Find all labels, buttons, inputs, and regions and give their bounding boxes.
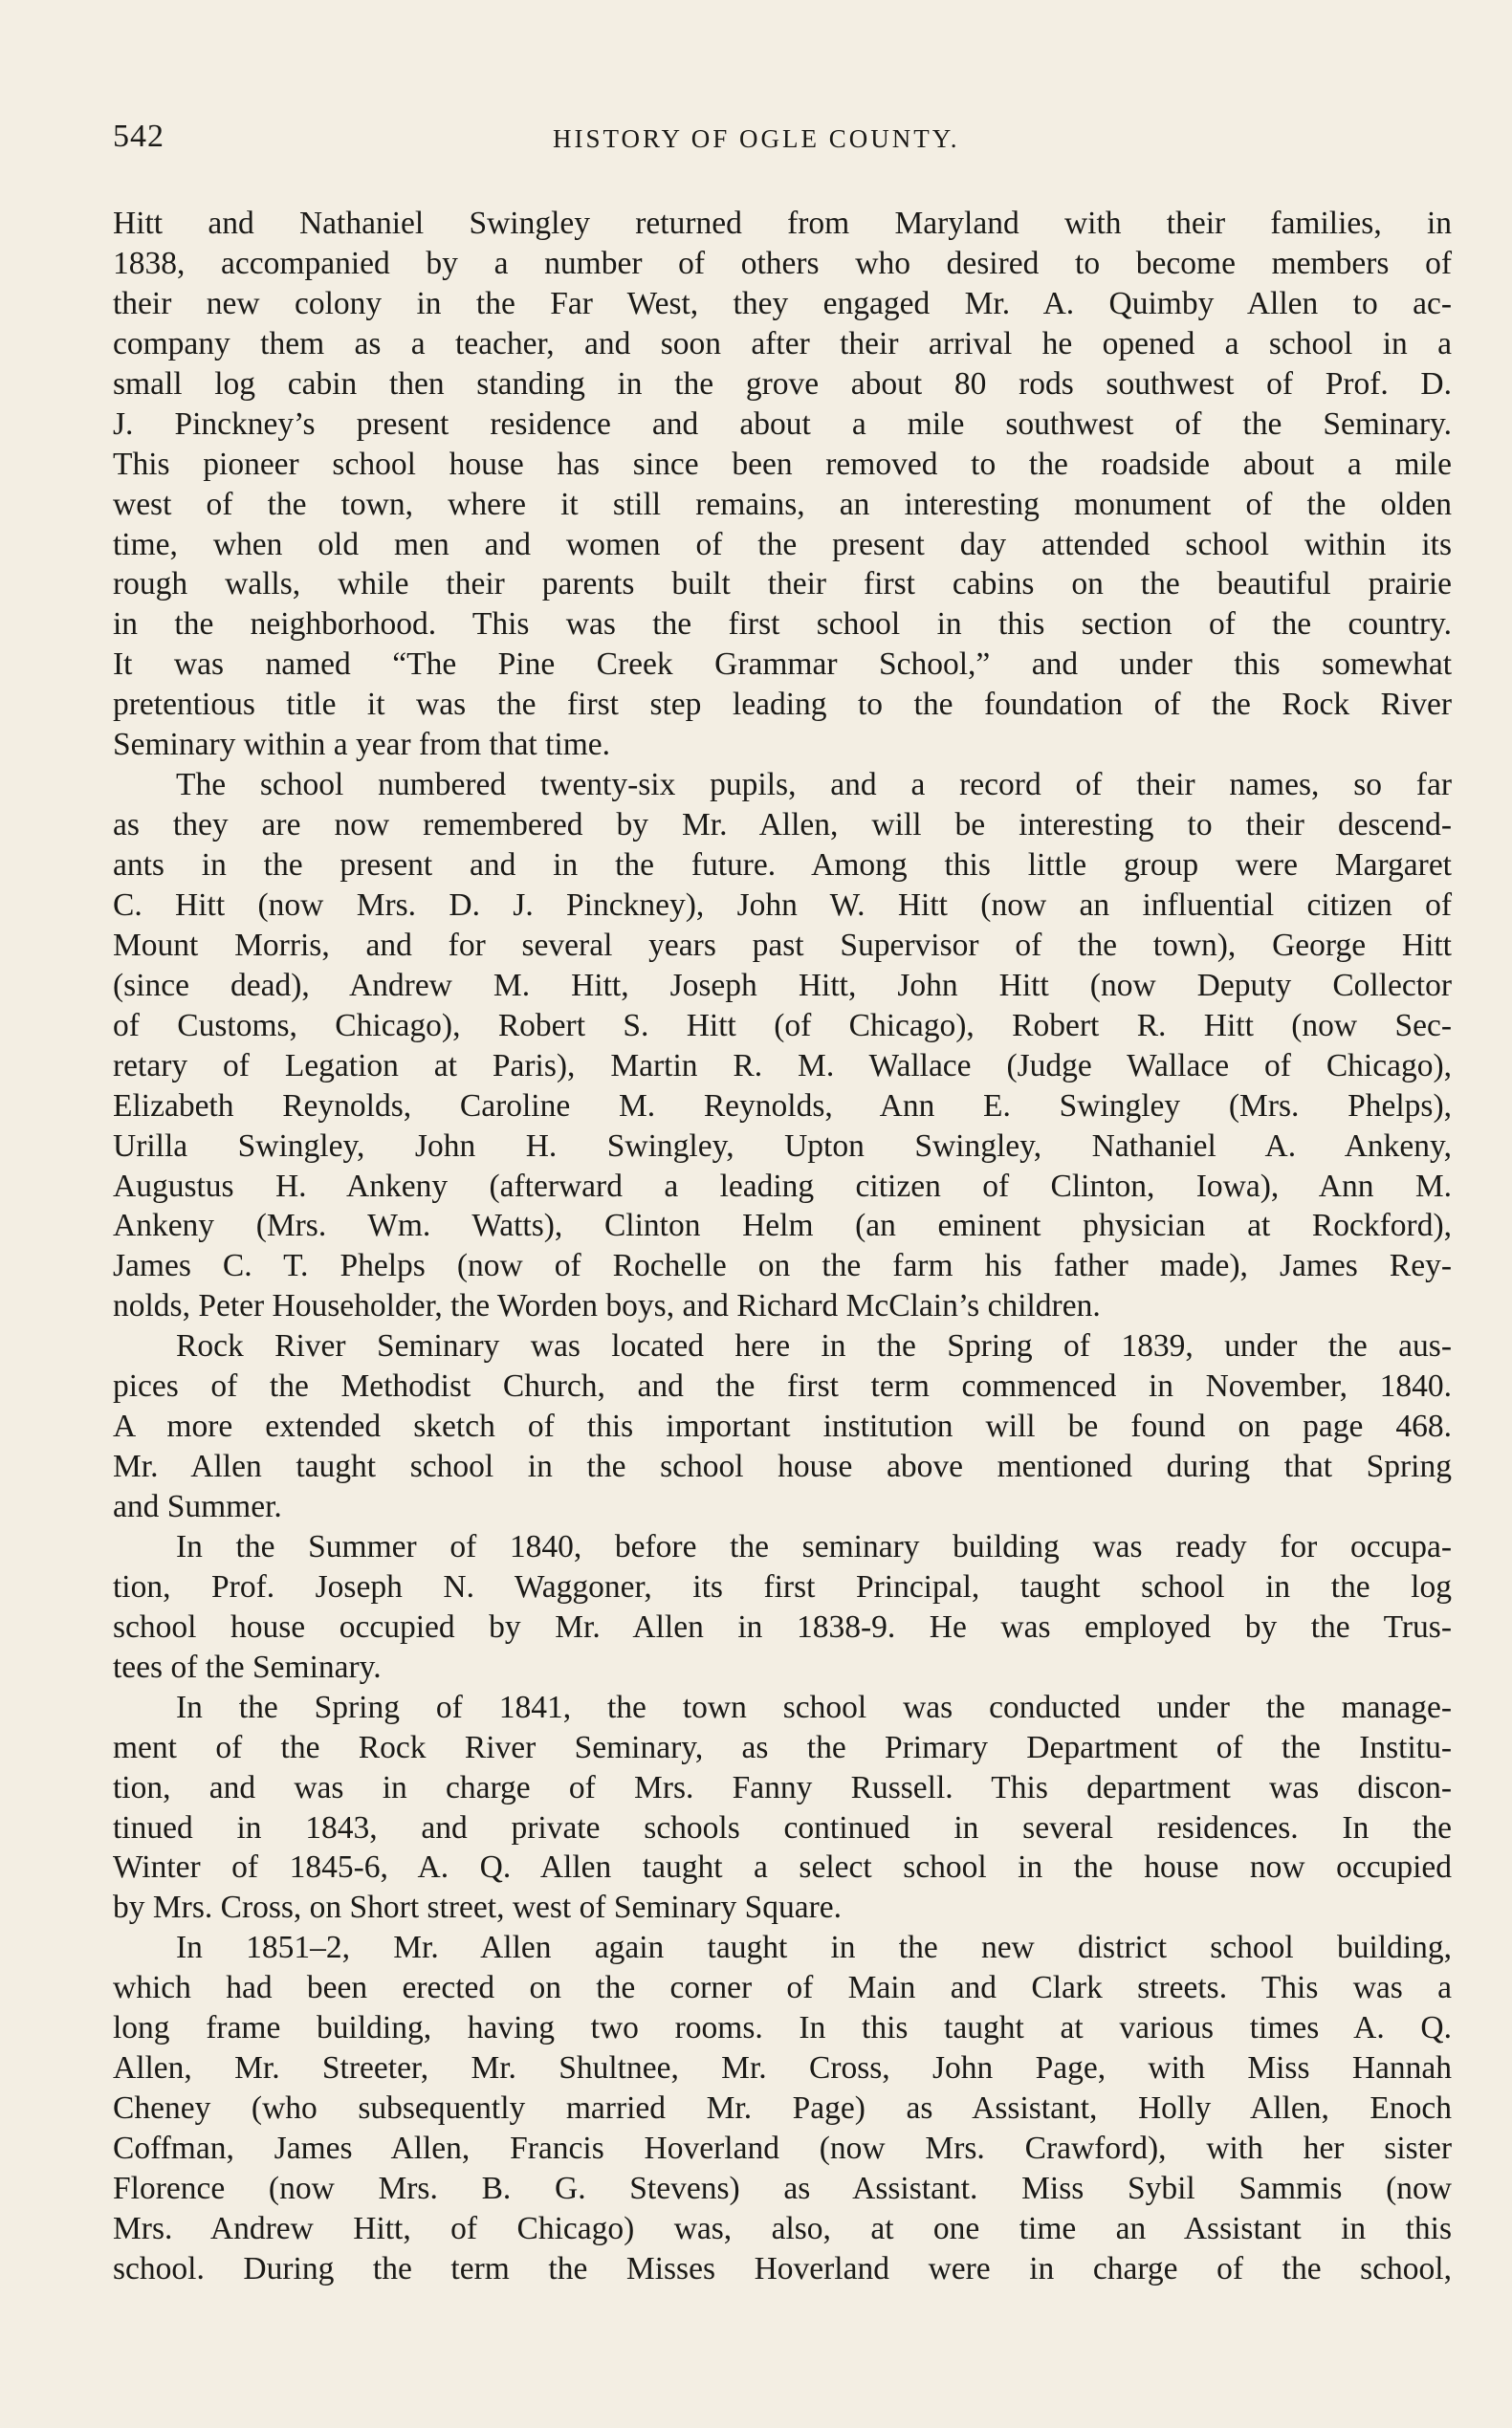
text-line: A more extended sketch of this important institution will be found on page 468. — [113, 1409, 1452, 1445]
text-line: Florence (now Mrs. B. G. Stevens) as Assistant. Miss Sybil Sammis (now — [113, 2170, 1452, 2206]
text-line: Seminary within a year from that time. — [113, 727, 611, 763]
text-line: their new colony in the Far West, they engaged Mr. A. Quimby Allen to ac- — [113, 285, 1452, 321]
text-line: Elizabeth Reynolds, Caroline M. Reynolds, Ann E. Swingley (Mrs. Phelps), — [113, 1087, 1452, 1124]
text-line: (since dead), Andrew M. Hitt, Joseph Hitt, John Hitt (now Deputy Collector — [113, 967, 1452, 1003]
body-text — [113, 204, 1452, 2289]
text-line: pices of the Methodist Church, and the first term commenced in November, 1840. — [113, 1368, 1452, 1405]
text-line: Mr. Allen taught school in the school house above mentioned during that Spring — [113, 1449, 1452, 1485]
text-line: Hitt and Nathaniel Swingley returned from Maryland with their families, in — [113, 206, 1452, 241]
text-line: time, when old men and women of the present day attended school within its — [113, 526, 1452, 562]
text-line: tion, and was in charge of Mrs. Fanny Russell. This department was discon- — [113, 1769, 1452, 1805]
text-line: tion, Prof. Joseph N. Waggoner, its first Principal, taught school in the log — [113, 1568, 1452, 1605]
text-line: Mount Morris, and for several years past Supervisor of the town), George Hitt — [113, 927, 1452, 963]
text-line: nolds, Peter Householder, the Worden boys, and Richard McClain’s children. — [113, 1288, 1101, 1324]
text-line: In the Spring of 1841, the town school was conducted under the manage- — [176, 1689, 1452, 1725]
text-line: Rock River Seminary was located here in the Spring of 1839, under the aus- — [176, 1328, 1452, 1365]
text-line: tinued in 1843, and private schools continued in several residences. In the — [113, 1809, 1452, 1846]
text-line: Coffman, James Allen, Francis Hoverland (now Mrs. Crawford), with her sister — [113, 2131, 1452, 2166]
text-line: ment of the Rock River Seminary, as the Primary Department of the Institu- — [113, 1729, 1452, 1765]
running-title: HISTORY OF OGLE COUNTY. — [553, 124, 960, 153]
text-line: Urilla Swingley, John H. Swingley, Upton Swingley, Nathaniel A. Ankeny, — [113, 1127, 1452, 1164]
text-line: as they are now remembered by Mr. Allen, will be interesting to their descend- — [113, 807, 1452, 843]
text-line: by Mrs. Cross, on Short street, west of Seminary Square. — [113, 1890, 843, 1926]
text-line: and Summer. — [113, 1489, 282, 1524]
text-line: Augustus H. Ankeny (afterward a leading citizen of Clinton, Iowa), Ann M. — [113, 1168, 1452, 1204]
text-line: long frame building, having two rooms. In this taught at various times A. Q. — [113, 2010, 1452, 2046]
text-line: The school numbered twenty-six pupils, and a record of their names, so far — [176, 767, 1452, 803]
text-line: J. Pinckney’s present residence and about a mile southwest of the Seminary. — [113, 405, 1452, 442]
text-line: It was named “The Pine Creek Grammar School,” and under this somewhat — [113, 646, 1452, 683]
text-line: Ankeny (Mrs. Wm. Watts), Clinton Helm (an eminent physician at Rockford), — [113, 1208, 1452, 1244]
running-head — [113, 119, 1452, 157]
text-line: pretentious title it was the first step leading to the foundation of the Rock River — [113, 687, 1452, 723]
text-line: James C. T. Phelps (now of Rochelle on the farm his father made), James Rey- — [113, 1248, 1452, 1284]
text-line: Mrs. Andrew Hitt, of Chicago) was, also, at one time an Assistant in this — [113, 2210, 1452, 2246]
text-line: Allen, Mr. Streeter, Mr. Shultnee, Mr. Cross, John Page, with Miss Hannah — [113, 2050, 1452, 2087]
text-line: Winter of 1845-6, A. Q. Allen taught a select school in the house now occupied — [113, 1849, 1452, 1886]
text-line: This pioneer school house has since been removed to the roadside about a mile — [113, 446, 1452, 482]
text-line: of Customs, Chicago), Robert S. Hitt (of Chicago), Robert R. Hitt (now Sec- — [113, 1007, 1452, 1043]
text-line: ants in the present and in the future. Among this little group were Margaret — [113, 847, 1452, 883]
text-line: In the Summer of 1840, before the seminary building was ready for occupa- — [176, 1528, 1452, 1564]
text-line: small log cabin then standing in the grove about 80 rods southwest of Prof. D. — [113, 365, 1452, 402]
text-line: tees of the Seminary. — [113, 1649, 382, 1685]
text-line: which had been erected on the corner of Main and Clark streets. This was a — [113, 1970, 1452, 2006]
text-line: retary of Legation at Paris), Martin R. M. Wallace (Judge Wallace of Chicago), — [113, 1047, 1452, 1083]
text-line: C. Hitt (now Mrs. D. J. Pinckney), John W. Hitt (now an influential citizen of — [113, 886, 1452, 923]
text-line: in the neighborhood. This was the first school in this section of the country. — [113, 606, 1452, 643]
text-line: rough walls, while their parents built their first cabins on the beautiful prairie — [113, 566, 1452, 602]
text-line: school. During the term the Misses Hoverland were in charge of the school, — [113, 2250, 1452, 2286]
text-line: company them as a teacher, and soon after their arrival he opened a school in a — [113, 325, 1452, 361]
text-line: school house occupied by Mr. Allen in 1838-9. He was employed by the Trus- — [113, 1608, 1452, 1645]
text-line: 1838, accompanied by a number of others who desired to become members of — [113, 245, 1452, 281]
text-line: Cheney (who subsequently married Mr. Page) as Assistant, Holly Allen, Enoch — [113, 2090, 1452, 2127]
page-number: 542 — [113, 119, 164, 154]
text-line: In 1851–2, Mr. Allen again taught in the new district school building, — [176, 1930, 1452, 1966]
text-line: west of the town, where it still remains, an interesting monument of the olden — [113, 486, 1452, 522]
